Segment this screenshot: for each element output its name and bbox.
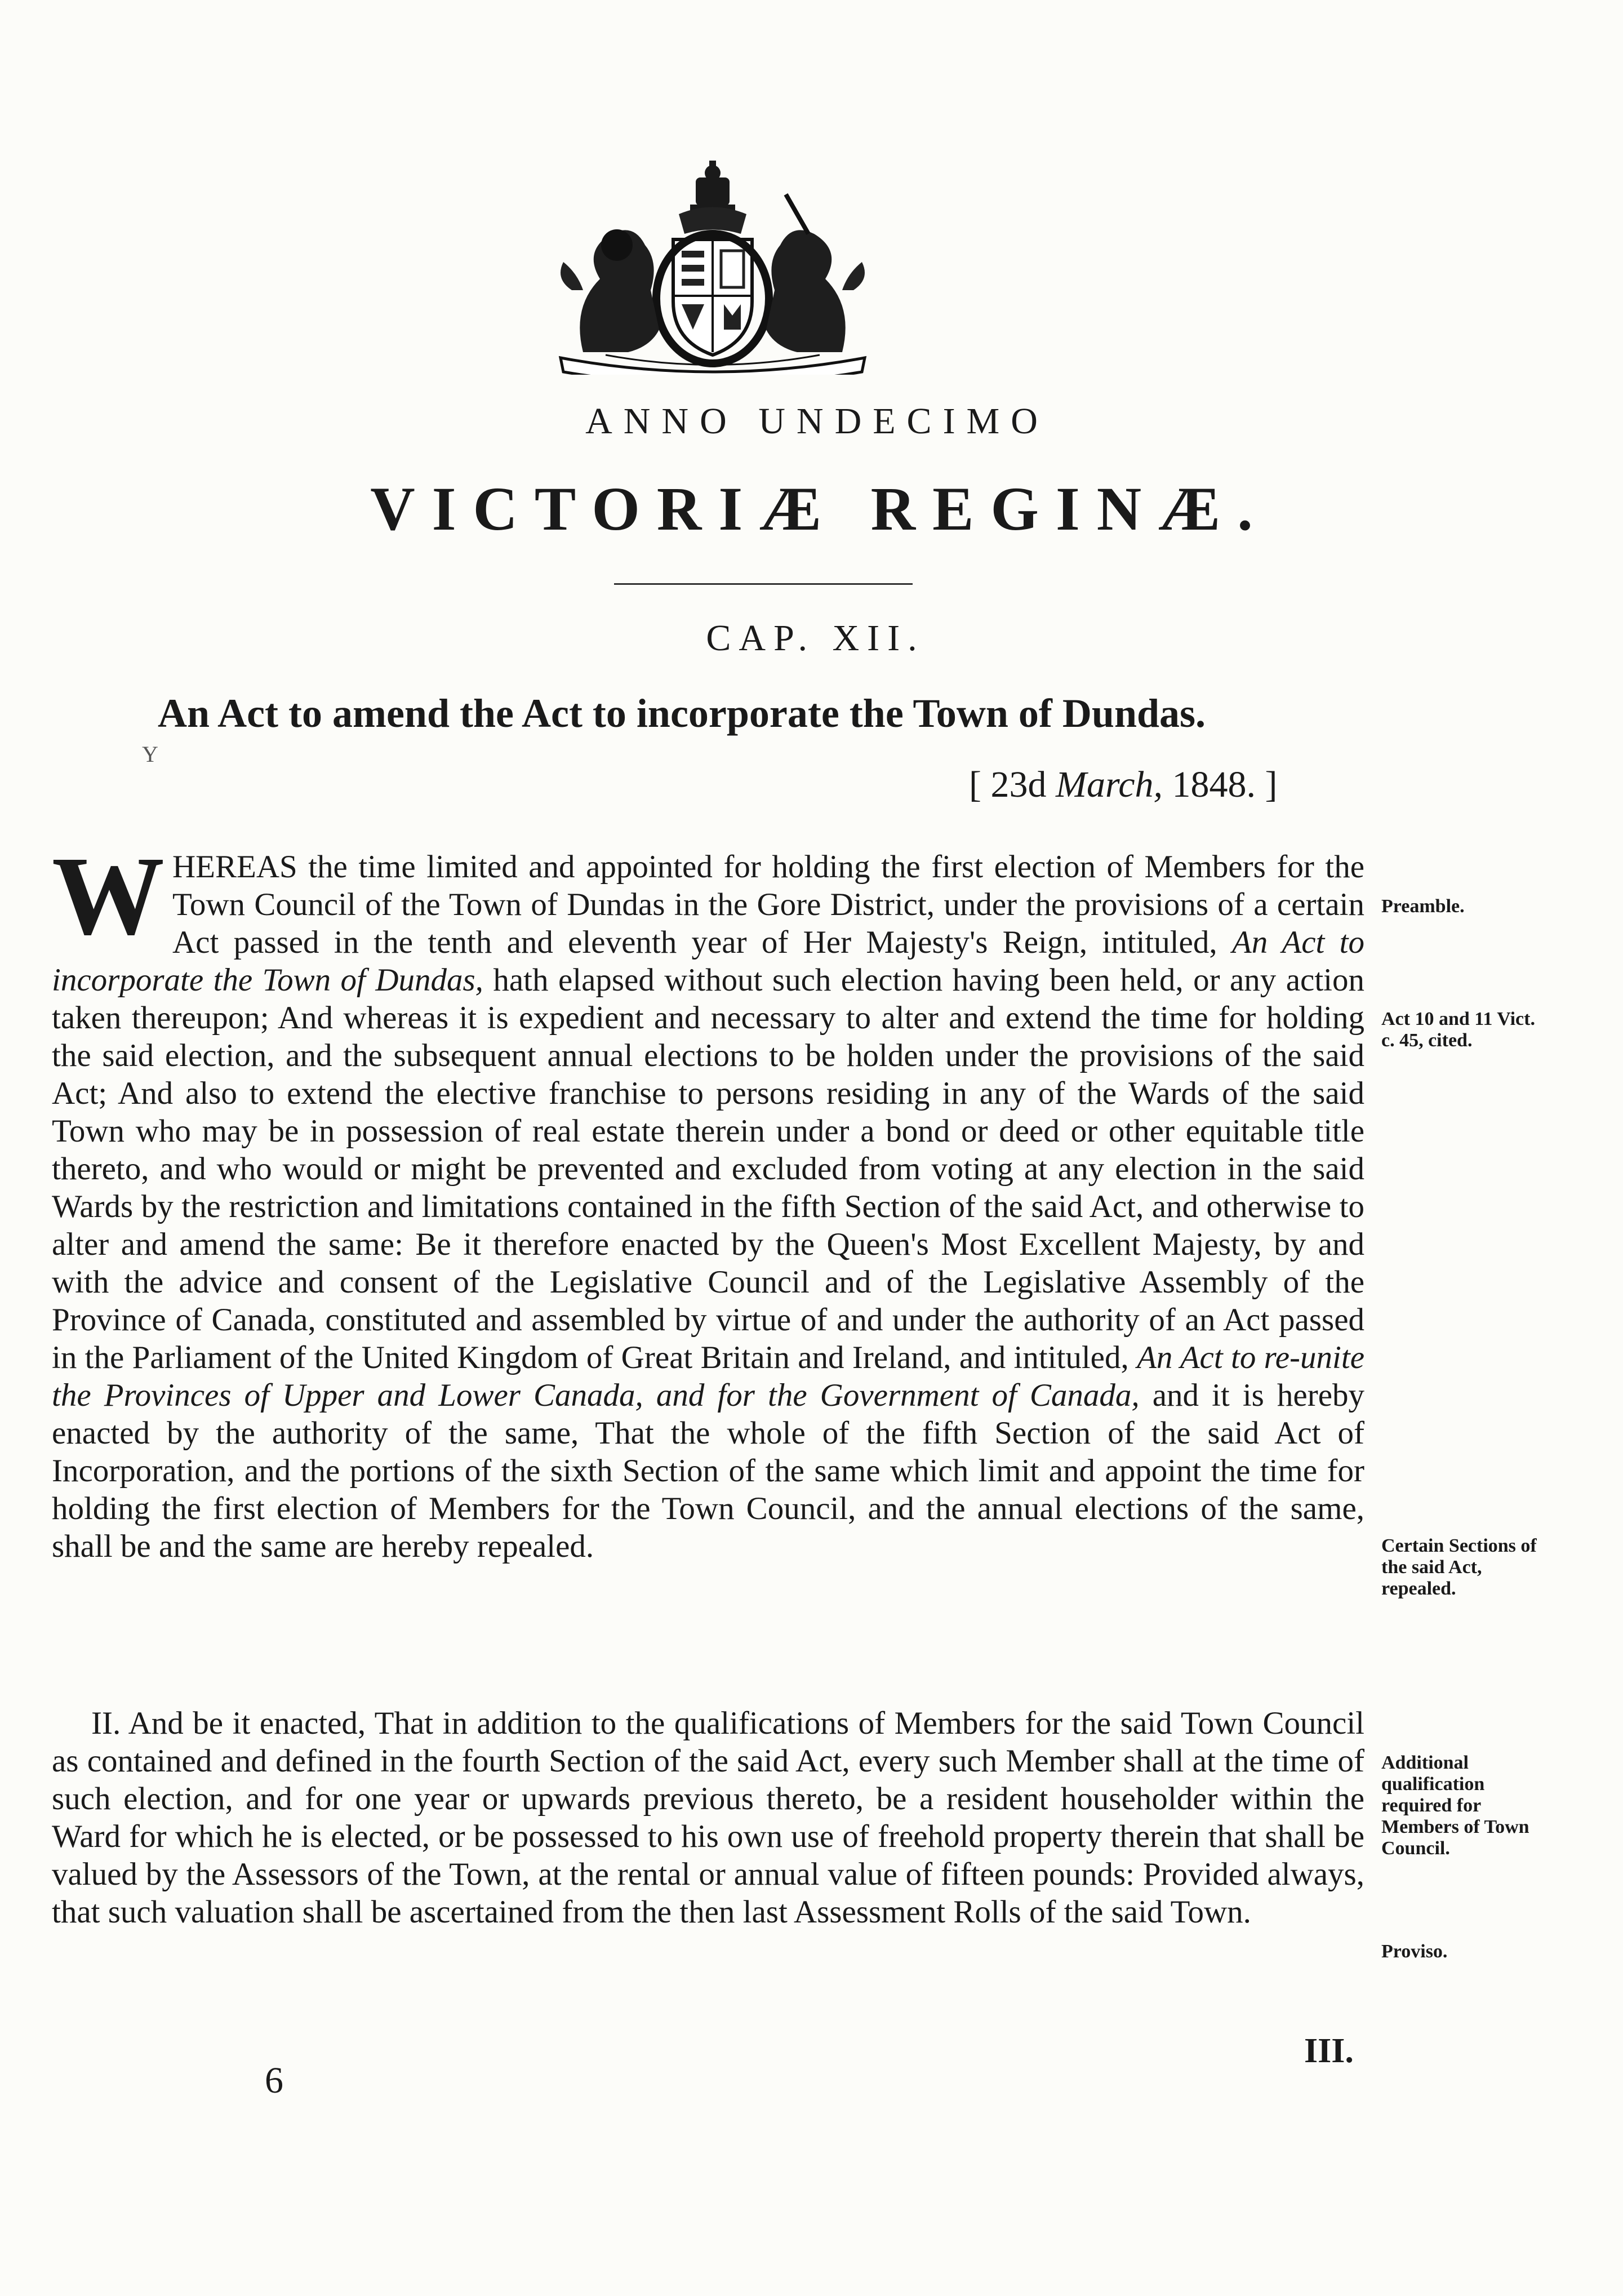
margin-note-preamble: Preamble. [1381,896,1465,917]
act-title: An Act to amend the Act to incorporate the Town of Dundas. [158,691,1206,736]
margin-note-proviso: Proviso. [1381,1941,1448,1962]
section-two-paragraph: II. And be it enacted, That in addition to the qualifications of Members for the said Town Council as contained and defined in the fourth Section of the said Act, every such Member shall at the time of such election, and for one year or upwards previous thereto, be a resident householder within the Ward for which he is elected, or be possessed to his own use of freehold property therein that shall be valued by the Assessors of the Town, at the rental or annual value of fifteen pounds: Provided always, that such valuation shall be ascertained from the then last Assessment Rolls of the said Town. [52,1706,1364,1930]
preamble-italic-2: An Act to re-unite the Provinces of Upper and Lower Canada, and for the Government of Canada, [52,1340,1364,1413]
preamble-text-1: HEREAS the time limited and appointed for holding the first election of Members for the Town Council of the Town of Dundas in the Gore District, under the provisions of a certain Act passed in the tenth and eleventh year of Her Majesty's Reign, intituled, [172,849,1364,960]
page-number: 6 [265,2060,283,2101]
margin-note-qualification: Additional qualification required for Members of Town Council. [1381,1752,1529,1859]
margin-note-act-cited: Act 10 and 11 Vict. c. 45, cited. [1381,1009,1535,1051]
catchword: III. [1304,2032,1354,2070]
anno-heading: ANNO UNDECIMO [585,401,1049,442]
regnal-heading: VICTORIÆ REGINÆ. [370,474,1270,543]
title-divider [614,583,913,585]
royal-coat-of-arms-icon [538,161,887,375]
preamble-italic-1: An Act to incorporate the Town of Dundas, [52,925,1365,998]
date-open: [ 23d [969,764,1056,805]
margin-note-sections-repealed: Certain Sections of the said Act, repealed. [1381,1535,1537,1599]
act-date [969,763,1277,806]
stray-mark: Y [142,741,158,767]
date-month: March, [1055,764,1163,805]
chapter-heading: CAP. XII. [706,618,925,659]
drop-cap: W [52,834,164,958]
preamble-paragraph [52,834,1365,1565]
preamble-text-3: and it is hereby enacted by the authority of the same, That the whole of the fifth Section of the said Act of Incorporation, and the portions of the sixth Section of the same which limit and appoint the time for holding the first election of Members for the Town Council, and the annual elections of the same, shall be and the same are hereby repealed. [52,1378,1365,1564]
preamble-text-2: hath elapsed without such election having been held, or any action taken thereupon; And whereas it is expedient and necessary to alter and extend the time for holding the said election, and the subsequent annual elections to be holden under the provisions of the said Act; And also to extend the elective franchise to persons residing in any of the Wards of the said Town who may be in possession of real estate therein under a bond or deed or other equitable title thereto, and who would or might be prevented and excluded from voting at any election in the said Wards by the restriction and limitations contained in the fifth Section of the said Act, and otherwise to alter and amend the same: Be it therefore enacted by the Queen's Most Excellent Majesty, by and with the advice and consent of the Legislative Council and of the Legislative Assembly of the Province of Canada, constituted and assembled by virtue of and under the authority of an Act passed in the Parliament of the United Kingdom of Great Britain and Ireland, and intituled, [52,962,1364,1375]
date-close: 1848. ] [1163,764,1278,805]
